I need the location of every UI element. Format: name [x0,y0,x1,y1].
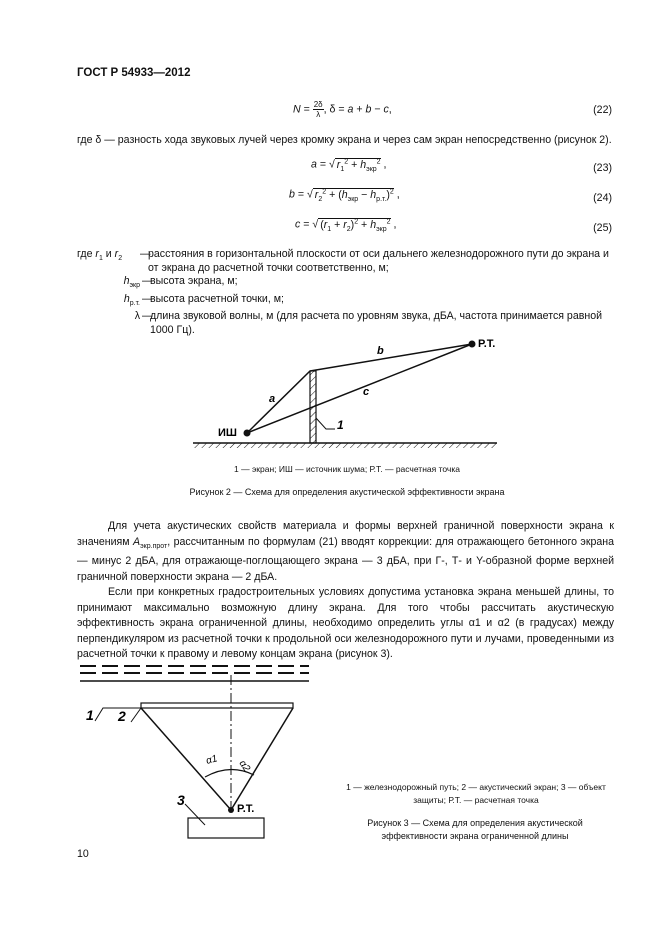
figure-2-caption: Рисунок 2 — Схема для определения акустической эффективности экрана [189,487,505,497]
label-3: 3 [177,792,185,808]
equation-24-number: (24) [593,192,612,204]
legend-dash: — [142,292,153,305]
leader-2 [131,708,141,722]
paragraph-1: Для учета акустических свойств материала и формы верхней граничной поверхности экрана к значениям $A_{экр.прот}$, рассчитанным по формулам (21) вводят коррекции: для отражающего бетонного экрана — минус 2 дБА, для отражающе-поглощающего экрана — 3 дБА, при Г-, Т- и Y-образной форме верхней граничной поверхности экрана — 2 дБА. [77,520,614,583]
ray-c [247,344,472,433]
paragraph-2: Если при конкретных градостроительных условиях допустима установка экрана меньшей длины, то принимают максимально возможную длину экрана. Для того чтобы рассчитать акустическую эффективность экрана ограниченной длины, необходимо определить углы α1 и α2 (в градусах) между перпендикуляром из расчетной точки к продольной оси железнодорожного пути и лучами, проведенными из расчетной точки к правому и левому концам экрана (рисунок 3). [77,586,614,661]
legend-row-h-rt [77,293,617,311]
figure-3-caption: Рисунок 3 — Схема для определения акустической эффективности экрана ограниченной длины [367,818,583,841]
figure-3-legend: 1 — железнодорожный путь; 2 — акустический экран; 3 — объект защиты; Р.Т. — расчетная точка [346,782,606,805]
equation-25: c = √ $(r_1 + r_2)^2 + h_{экр}^2$ , [295,218,397,233]
label-rt: Р.Т. [478,338,496,350]
fraction [313,100,324,119]
equation-22: N = $\frac{2\delta}{\lambda}$, δ = a + b − c, [293,100,392,119]
figure-2-diagram [185,330,505,450]
protected-object [188,818,264,838]
legend-key-lambda: λ [134,310,140,323]
legend-key-h-rt: $h_{р.т.}$ [123,292,140,307]
noise-source-point [244,430,251,437]
page-number: 10 [77,848,89,860]
delta-definition: где δ — разность хода звуковых лучей через кромку экрана и через сам экран непосредственно (рисунок 2). [77,134,612,146]
label-b: b [377,345,384,357]
label-c: c [363,386,370,398]
equation-22-number: (22) [593,104,612,116]
figure-2-legend: 1 — экран; ИШ — источник шума; Р.Т. — расчетная точка [234,464,460,474]
calc-point [469,341,476,348]
legend-dash: — [140,248,151,260]
label-1: 1 [86,707,94,723]
ray-left [141,708,231,810]
label-alpha1: α1 [204,753,219,767]
symbols-legend [77,248,617,337]
label-2: 2 [118,708,126,724]
ground-line [193,443,497,448]
legend-key-r: где $r_1$ и $r_2$ [77,248,123,263]
ray-b [310,344,472,371]
body-text [77,519,614,663]
ray-a [247,371,310,433]
leader-1 [316,418,335,429]
document-header: ГОСТ Р 54933—2012 [77,67,191,79]
figure-3-diagram [77,660,317,842]
label-rt: Р.Т. [237,803,255,815]
frac-den: λ [316,110,321,119]
equation-23: a = √ $r_1^2 + h_{экр}^2$ , [311,158,387,173]
ray-right [231,708,293,810]
legend-text-h-rt: высота расчетной точки, м; [150,292,284,305]
legend-row-r [77,248,617,275]
paragraph-1-part2: , рассчитанным по формулам (21) вводят коррекции: для отражающего бетонного экрана — минус 2 дБА, для отражающе-поглощающего экрана — 3 дБА, при Г-, Т- и Y-образной форме верхней граничной поверхности экрана — 2 дБА. [77,535,614,583]
legend-key-h-ekr: $h_{экр}$ [123,275,140,290]
label-alpha2: α2 [236,758,253,774]
equation-25-number: (25) [593,222,612,234]
railway-track [80,666,309,681]
calc-point [228,807,234,813]
legend-dash: — [142,310,153,323]
legend-dash: — [142,275,153,287]
acoustic-screen [141,703,293,708]
legend-text-h-ekr: высота экрана, м; [150,275,238,287]
paragraph-1-part1: Для учета акустических свойств материала и формы верхней граничной поверхности экрана к значениям [77,520,614,548]
frac-num: 2δ [313,100,323,109]
equation-23-number: (23) [593,162,612,174]
label-a: a [269,393,276,405]
equation-24: b = √ $r_2^2 + (h_{экр} - h_{р.т.})^2$ , [289,188,400,203]
legend-text-lambda: длина звуковой волны, м (для расчета по уровням звука, дБА, частота принимается равной 1000 Гц). [150,310,603,336]
label-1: 1 [337,418,344,432]
label-ish: ИШ [218,427,237,439]
legend-text-r: расстояния в горизонтальной плоскости от оси дальнего железнодорожного пути до экрана и от экрана до расчетной точки соответственно, м; [148,248,609,274]
legend-row-h-ekr [77,275,617,293]
